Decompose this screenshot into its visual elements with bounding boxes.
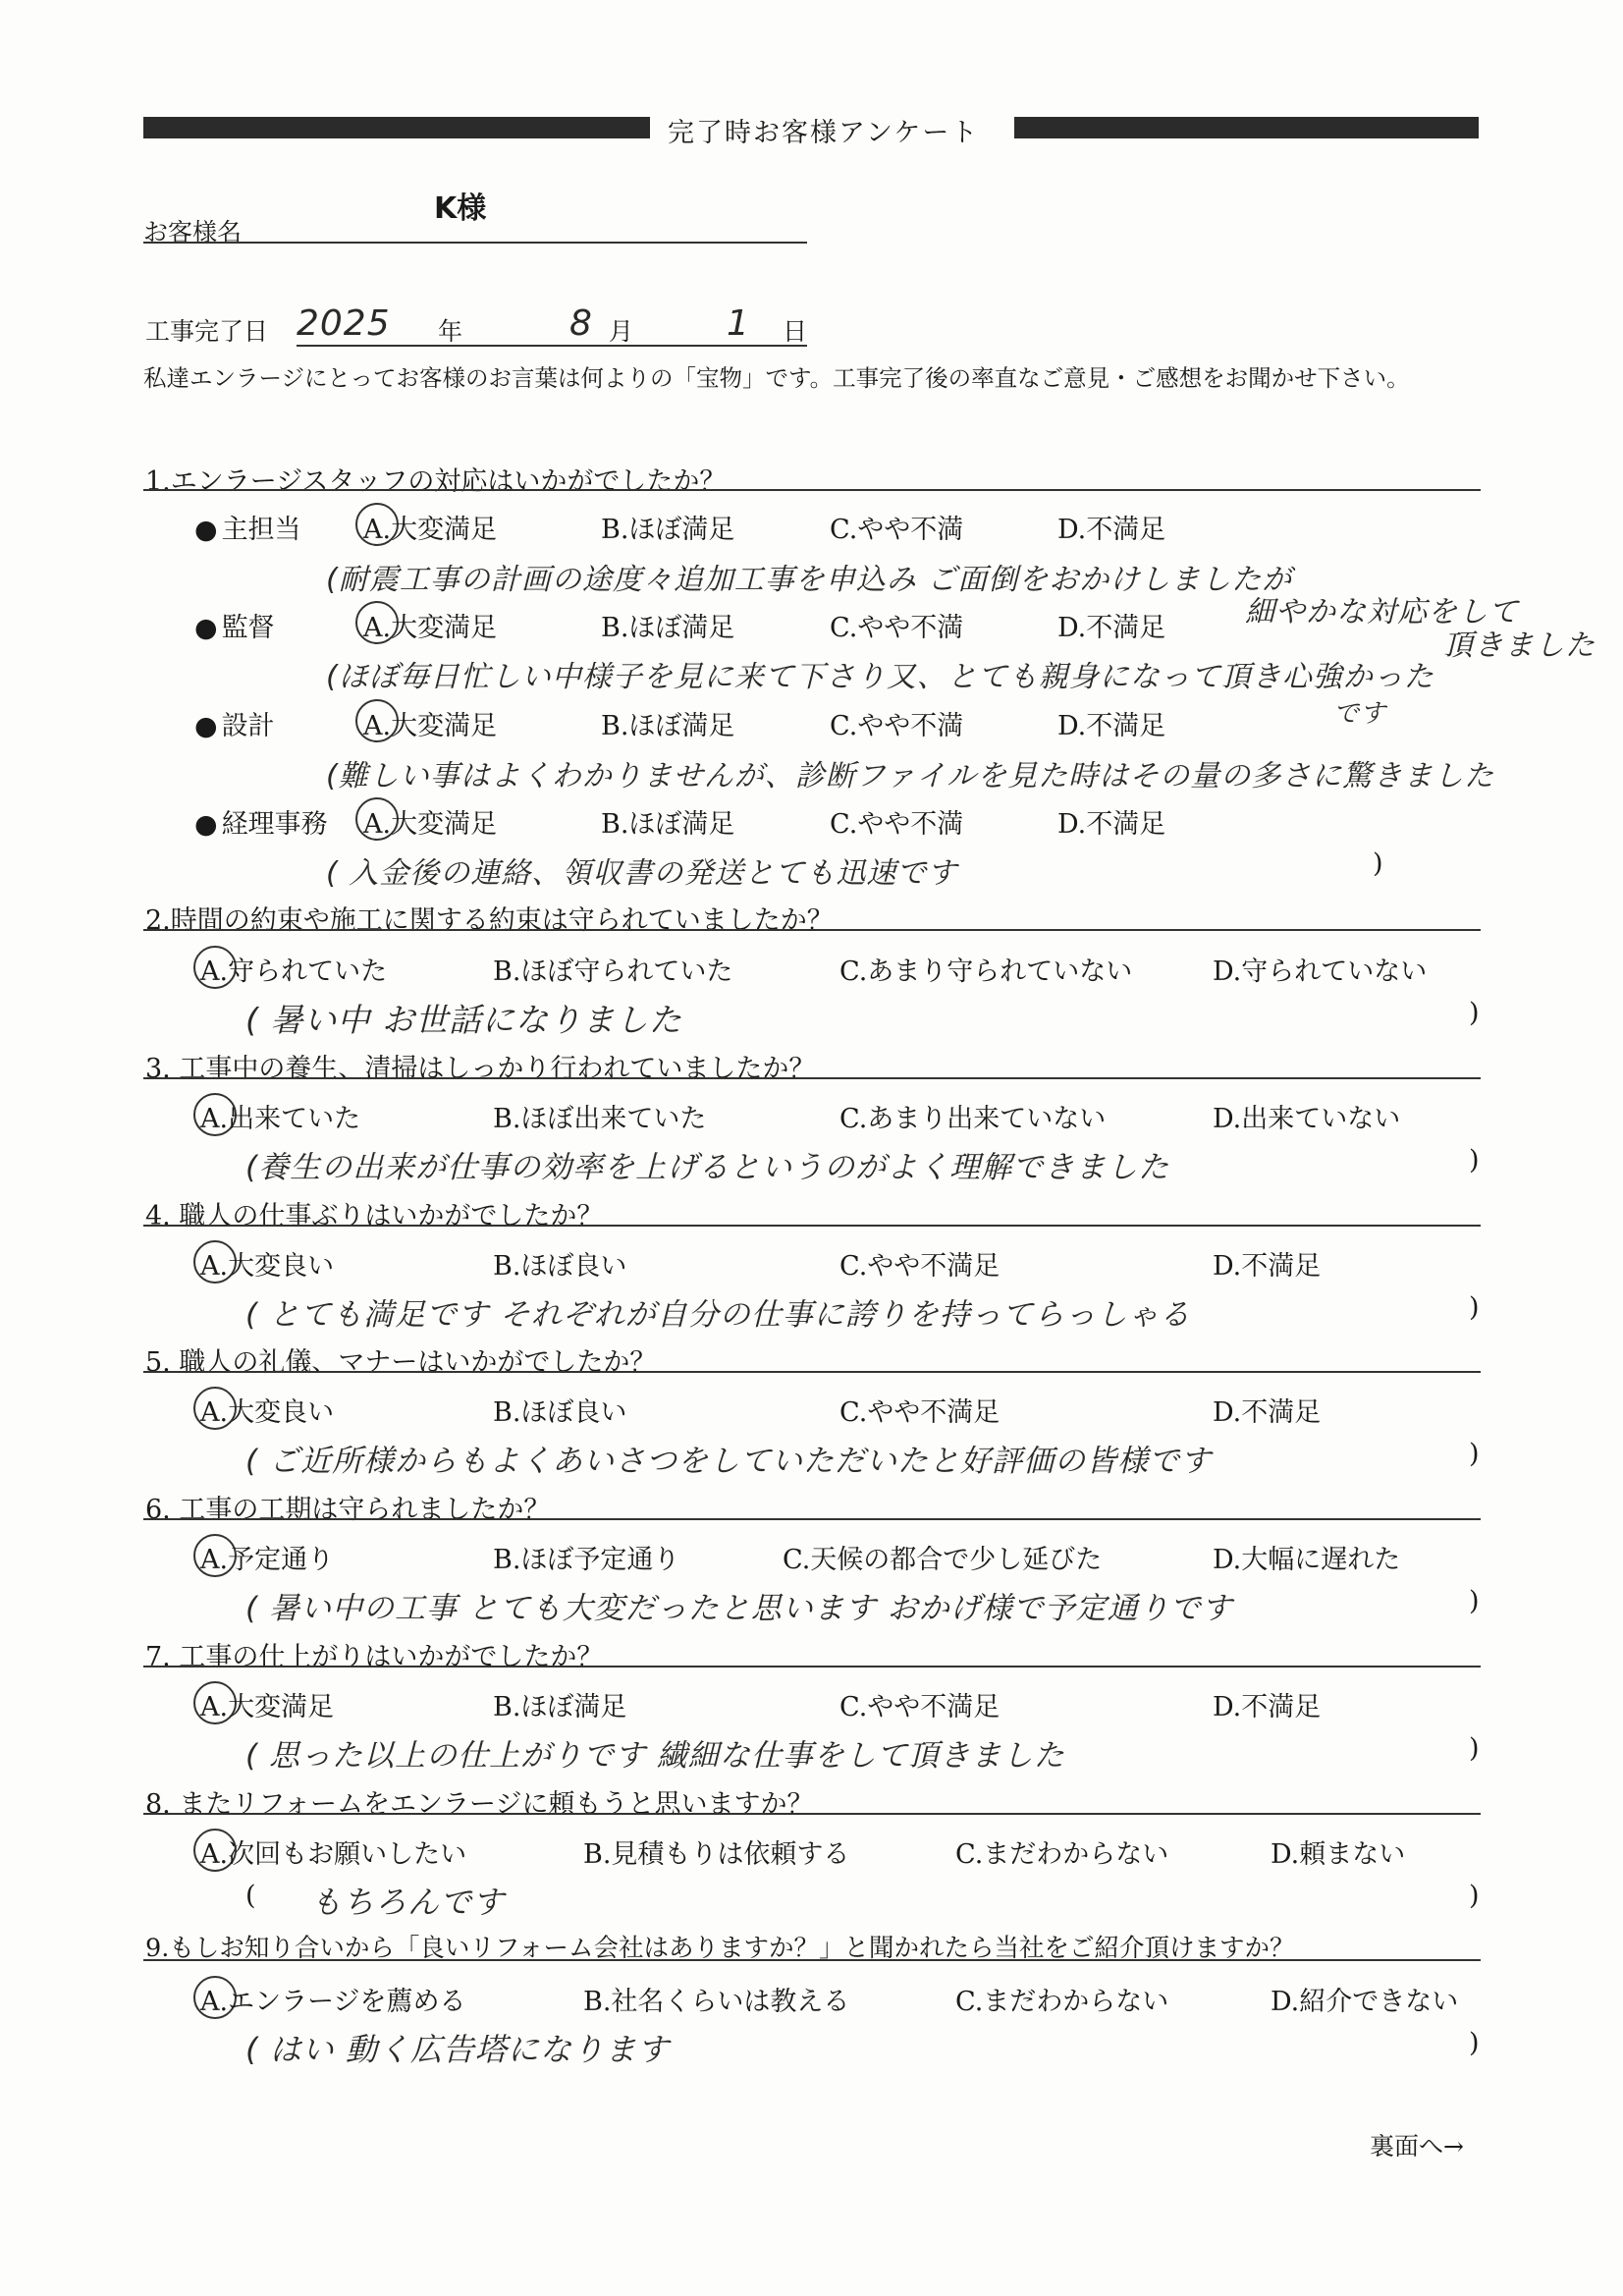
q1-main-comment: (耐震工事の計画の途度々追加工事を申込み ご面倒をおかけしましたが xyxy=(326,563,1293,597)
q4-comment: ( とても満足です それぞれが自分の仕事に誇りを持ってらっしゃる xyxy=(245,1297,1191,1333)
q3-title: 3. 工事中の養生、清掃はしっかり行われていましたか？ xyxy=(145,1054,816,1084)
q6-title: 6. 工事の工期は守られましたか？ xyxy=(145,1495,551,1525)
q1-role-main: ● 主担当 xyxy=(194,508,301,546)
q1-supervisor-option-b: B.ほぼ満足 xyxy=(601,613,735,643)
q5-option-b: B.ほぼ良い xyxy=(493,1397,627,1428)
q1-title-underline xyxy=(143,489,1481,491)
q3-option-c: C.あまり出来ていない xyxy=(839,1104,1107,1134)
q7-title-underline xyxy=(143,1666,1481,1667)
q8-option-b: B.見積もりは依頼する xyxy=(583,1839,850,1870)
q7-option-a: A.大変満足 xyxy=(200,1692,335,1722)
q3-option-b: B.ほぼ出来ていた xyxy=(493,1104,707,1134)
q6-option-a: A.予定通り xyxy=(200,1545,335,1575)
header-bar-left xyxy=(143,117,650,138)
q5-option-d: D.不満足 xyxy=(1213,1397,1322,1428)
q1-supervisor-comment-2: です xyxy=(1333,699,1387,729)
q4-title: 4. 職人の仕事ぶりはいかがでしたか？ xyxy=(145,1201,604,1231)
q1-main-option-d: D.不満足 xyxy=(1057,515,1166,545)
q9-option-d: D.紹介できない xyxy=(1271,1987,1459,2017)
q8-close-paren: ) xyxy=(1469,1881,1480,1911)
q1-supervisor-option-c: C.やや不満 xyxy=(830,613,964,643)
q2-option-b: B.ほぼ守られていた xyxy=(493,957,733,987)
q1-supervisor-option-a: A.大変満足 xyxy=(363,613,498,643)
next-page-label: 裏面へ→ xyxy=(1370,2132,1464,2160)
customer-name-label: お客様名 xyxy=(143,218,243,246)
q1-main-comment-2: 細やかな対応をして xyxy=(1245,595,1519,629)
q4-option-d: D.不満足 xyxy=(1213,1251,1322,1282)
q1-main-option-b: B.ほぼ満足 xyxy=(601,515,735,545)
customer-name-underline xyxy=(143,242,807,244)
q7-title: 7. 工事の仕上がりはいかがでしたか？ xyxy=(145,1642,604,1672)
q1-design-option-b: B.ほぼ満足 xyxy=(601,711,735,741)
q6-option-c: C.天候の都合で少し延びた xyxy=(783,1545,1103,1575)
intro-text: 私達エンラージにとってお客様のお言葉は何よりの「宝物」です。工事完了後の率直なご意見・ご感想をお聞かせ下さい。 xyxy=(143,364,1410,392)
q6-option-d: D.大幅に遅れた xyxy=(1213,1545,1401,1575)
q8-comment: もちろんです xyxy=(310,1884,506,1921)
q4-title-underline xyxy=(143,1225,1481,1227)
q4-option-a: A.大変良い xyxy=(200,1251,335,1282)
completion-date-label: 工事完了日 xyxy=(145,317,269,346)
q2-close-paren: ) xyxy=(1469,998,1480,1028)
q7-comment: ( 思った以上の仕上がりです 繊細な仕事をして頂きました xyxy=(245,1738,1065,1774)
q9-comment: ( はい 動く広告塔になります xyxy=(245,2031,670,2068)
q9-option-b: B.社名くらいは教える xyxy=(583,1987,850,2017)
q1-supervisor-option-d: D.不満足 xyxy=(1057,613,1166,643)
q8-option-d: D.頼まない xyxy=(1271,1839,1406,1870)
q1-design-option-c: C.やや不満 xyxy=(830,711,964,741)
q1-role-design: ● 設計 xyxy=(194,704,275,742)
completion-day-value: 1 xyxy=(727,303,750,344)
q1-accounting-option-b: B.ほぼ満足 xyxy=(601,809,735,840)
q5-close-paren: ) xyxy=(1469,1439,1480,1469)
q1-accounting-close-paren: ) xyxy=(1373,848,1383,879)
completion-year-unit: 年 xyxy=(438,317,463,346)
q1-role-supervisor: ● 監督 xyxy=(194,606,275,644)
q5-comment: ( ご近所様からもよくあいさつをしていただいたと好評価の皆様です xyxy=(245,1444,1212,1479)
q1-main-option-c: C.やや不満 xyxy=(830,515,964,545)
q2-title: 2.時間の約束や施工に関する約束は守られていましたか？ xyxy=(145,905,834,936)
q1-title: 1.エンラージスタッフの対応はいかがでしたか？ xyxy=(145,466,727,497)
q5-title: 5. 職人の礼儀、マナーはいかがでしたか？ xyxy=(145,1347,657,1378)
q9-option-a: A.エンラージを薦める xyxy=(200,1987,466,2017)
q3-option-a: A.出来ていた xyxy=(200,1104,361,1134)
q1-main-option-a: A.大変満足 xyxy=(363,515,498,545)
q4-option-b: B.ほぼ良い xyxy=(493,1251,627,1282)
q8-option-a: A.次回もお願いしたい xyxy=(200,1839,467,1870)
q2-option-c: C.あまり守られていない xyxy=(839,957,1133,987)
customer-name-value: K様 xyxy=(434,191,487,226)
q1-accounting-option-d: D.不満足 xyxy=(1057,809,1166,840)
q9-option-c: C.まだわからない xyxy=(955,1987,1169,2017)
q5-option-c: C.やや不満足 xyxy=(839,1397,1001,1428)
q1-accounting-comment: ( 入金後の連絡、領収書の発送とても迅速です xyxy=(326,856,958,891)
q1-role-accounting: ● 経理事務 xyxy=(194,802,328,841)
q1-accounting-option-a: A.大変満足 xyxy=(363,809,498,840)
q6-title-underline xyxy=(143,1518,1481,1520)
completion-month-value: 8 xyxy=(569,303,593,344)
q9-title: 9.もしお知り合いから「良いリフォーム会社はありますか？」と聞かれたら当社をご紹介頂けますか？ xyxy=(145,1934,1295,1963)
q3-option-d: D.出来ていない xyxy=(1213,1104,1401,1134)
q9-close-paren: ) xyxy=(1469,2028,1480,2058)
q1-main-comment-3: 頂きました xyxy=(1443,629,1596,663)
page-title: 完了時お客様アンケート xyxy=(668,118,980,148)
q1-design-option-a: A.大変満足 xyxy=(363,711,498,741)
q7-option-d: D.不満足 xyxy=(1213,1692,1322,1722)
q2-title-underline xyxy=(143,929,1481,931)
q8-option-c: C.まだわからない xyxy=(955,1839,1169,1870)
q2-comment: ( 暑い中 お世話になりました xyxy=(245,1001,682,1039)
q3-close-paren: ) xyxy=(1469,1145,1480,1175)
q4-option-c: C.やや不満足 xyxy=(839,1251,1001,1282)
q5-title-underline xyxy=(143,1371,1481,1373)
q1-accounting-option-c: C.やや不満 xyxy=(830,809,964,840)
header-bar-right xyxy=(1014,117,1479,138)
completion-month-unit: 月 xyxy=(609,317,634,346)
q1-design-option-d: D.不満足 xyxy=(1057,711,1166,741)
completion-day-unit: 日 xyxy=(783,317,808,346)
q3-title-underline xyxy=(143,1077,1481,1079)
q7-option-b: B.ほぼ満足 xyxy=(493,1692,627,1722)
q8-title-underline xyxy=(143,1813,1481,1815)
q4-close-paren: ) xyxy=(1469,1292,1480,1323)
completion-date-underline xyxy=(297,345,807,347)
q8-open-paren: ( xyxy=(245,1881,256,1911)
completion-year-value: 2025 xyxy=(297,303,391,344)
q2-option-d: D.守られていない xyxy=(1213,957,1428,987)
q5-option-a: A.大変良い xyxy=(200,1397,335,1428)
q6-close-paren: ) xyxy=(1469,1586,1480,1616)
q6-option-b: B.ほぼ予定通り xyxy=(493,1545,680,1575)
q8-title: 8. またリフォームをエンラージに頼もうと思いますか？ xyxy=(145,1789,814,1820)
q1-supervisor-comment: (ほぼ毎日忙しい中様子を見に来て下さり又、とても親身になって頂き心強かった xyxy=(326,660,1434,694)
q3-comment: (養生の出来が仕事の効率を上げるというのがよく理解できました xyxy=(245,1150,1170,1185)
q7-close-paren: ) xyxy=(1469,1733,1480,1764)
q1-design-comment: (難しい事はよくわかりませんが、診断ファイルを見た時はその量の多さに驚きました xyxy=(326,759,1495,793)
q7-option-c: C.やや不満足 xyxy=(839,1692,1001,1722)
q2-option-a: A.守られていた xyxy=(200,957,388,987)
q9-title-underline xyxy=(143,1959,1481,1961)
q6-comment: ( 暑い中の工事 とても大変だったと思います おかげ様で予定通りです xyxy=(245,1591,1233,1626)
